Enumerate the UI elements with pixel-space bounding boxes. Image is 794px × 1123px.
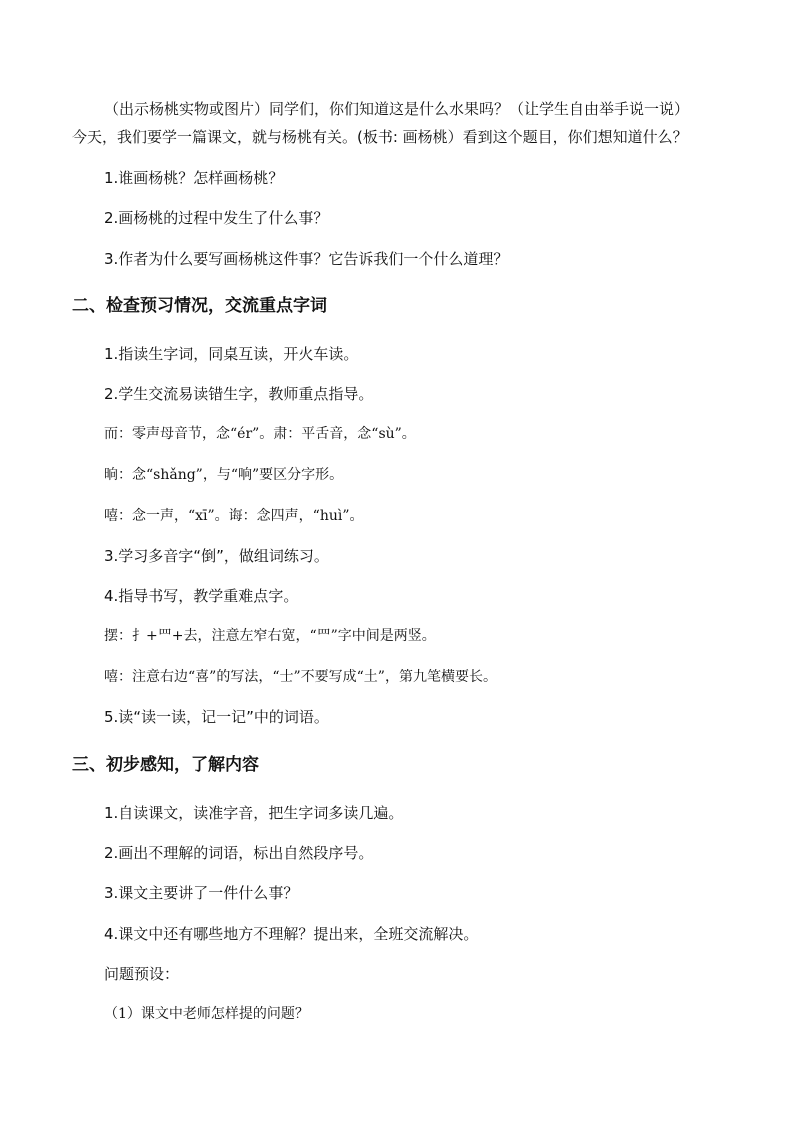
section-2-heading: 二、检查预习情况，交流重点字词 (72, 296, 327, 316)
intro-paragraph-line-2: 今天，我们要学一篇课文，就与杨桃有关。(板书: 画杨桃）看到这个题目，你们想知道什么？ (72, 128, 688, 146)
section-3-heading: 三、初步感知，了解内容 (72, 755, 259, 775)
section-2-note-2: 晌：念“shǎng”，与“响”要区分字形。 (104, 467, 344, 483)
intro-question-2: 2.画杨桃的过程中发生了什么事？ (104, 209, 329, 227)
intro-paragraph-line-1: （出示杨桃实物或图片）同学们，你们知道这是什么水果吗？（让学生自由举手说一说） (104, 100, 690, 118)
section-2-item-1: 1.指读生字词，同桌互读，开火车读。 (104, 345, 359, 363)
section-3-item-3: 3.课文主要讲了一件什么事？ (104, 884, 299, 902)
section-2-note-1: 而：零声母音节，念“ér”。肃：平舌音，念“sù”。 (104, 426, 416, 442)
section-2-note-5: 嘻：注意右边“喜”的写法，“士”不要写成“土”，第九笔横要长。 (104, 669, 497, 685)
section-2-note-4: 摆：扌+罒+去，注意左窄右宽，“罒”字中间是两竖。 (104, 628, 436, 644)
section-3-item-1: 1.自读课文，读准字音，把生字词多读几遍。 (104, 804, 404, 822)
section-2-item-4: 4.指导书写，教学重难点字。 (104, 587, 299, 605)
section-2-item-3: 3.学习多音字“倒”，做组词练习。 (104, 547, 329, 565)
section-2-note-3: 嘻：念一声，“xī”。诲：念四声，“huì”。 (104, 508, 364, 524)
section-3-preset-label: 问题预设： (104, 965, 180, 983)
section-3-item-4: 4.课文中还有哪些地方不理解？提出来，全班交流解决。 (104, 925, 479, 943)
section-3-preset-1: （1）课文中老师怎样提的问题？ (104, 1006, 309, 1022)
section-2-item-5: 5.读“读一读，记一记”中的词语。 (104, 708, 329, 726)
intro-question-1: 1.谁画杨桃？怎样画杨桃？ (104, 169, 284, 187)
section-2-item-2: 2.学生交流易读错生字，教师重点指导。 (104, 385, 374, 403)
section-3-item-2: 2.画出不理解的词语，标出自然段序号。 (104, 844, 374, 862)
intro-question-3: 3.作者为什么要写画杨桃这件事？它告诉我们一个什么道理？ (104, 250, 509, 268)
